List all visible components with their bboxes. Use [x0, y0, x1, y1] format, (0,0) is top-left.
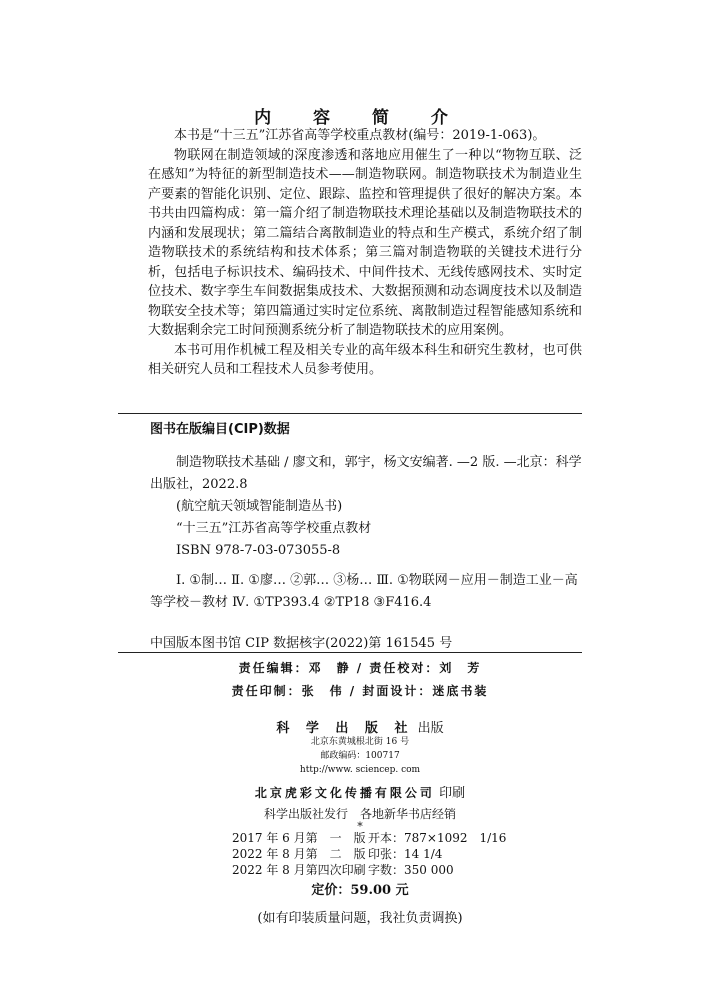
staff-line-production: 责任印制：张 伟 / 封面设计：迷底书装	[231, 684, 489, 698]
edition-date: 2022 年 8 月第四次印刷	[232, 863, 366, 877]
publisher-url: http://www. sciencep. com	[299, 765, 421, 775]
publisher-line	[0, 717, 720, 736]
cip-bibliographic-line: 制造物联技术基础 / 廖文和，郭宇，杨文安编著. —2 版. —北京：科学出版社，2022.8	[150, 455, 582, 492]
staff-line-editors: 责任编辑：邓 静 / 责任校对：刘 芳	[238, 661, 482, 675]
price: 定价：59.00 元	[311, 883, 409, 898]
edition-row	[232, 830, 506, 846]
page-title: 内 容 简 介	[254, 108, 466, 128]
cip-series-line: (航空航天领域智能制造丛书)	[176, 499, 343, 514]
edition-row	[232, 846, 506, 862]
edition-spec: 印张：14 1/4	[368, 847, 443, 861]
cip-isbn-line: ISBN 978-7-03-073055-8	[176, 543, 341, 558]
edition-spec: 开本：787×1092 1/16	[368, 831, 507, 845]
publisher-postcode: 邮政编码：100717	[320, 751, 400, 761]
summary-paragraph: 本书可用作机械工程及相关专业的高年级本科生和研究生教材，也可供相关研究人员和工程技术人员参考使用。	[148, 342, 582, 377]
edition-date: 2017 年 6 月第 一 版	[232, 831, 366, 845]
summary-paragraph: 本书是“十三五”江苏省高等学校重点教材(编号：2019-1-063)。	[174, 128, 546, 143]
printer-suffix: 印刷	[439, 786, 466, 801]
cip-data-number: 中国版本图书馆 CIP 数据核字(2022)第 161545 号	[150, 636, 453, 651]
publisher-suffix: 出版	[417, 721, 444, 736]
cip-subject-line: Ⅰ. ①制… Ⅱ. ①廖… ②郭… ③杨… Ⅲ. ①物联网－应用－制造工业－高等学校－教材 Ⅳ. ①TP393.4 ②TP18 ③F416.4	[150, 573, 578, 610]
summary-paragraph: 物联网在制造领域的深度渗透和落地应用催生了一种以“物物互联、泛在感知”为特征的新型制造技术——制造物联网。制造物联技术为制造业生产要素的智能化识别、定位、跟踪、监控和管理提供了很好的解决方案。本书共由四篇构成：第一篇介绍了制造物联技术理论基础以及制造物联技术的内涵和发展现状；第二篇结合离散制造业的特点和生产模式，系统介绍了制造物联技术的系统结构和技术体系；第三篇对制造物联的关键技术进行分析，包括电子标识技术、编码技术、中间件技术、无线传感网技术、实时定位技术、数字孪生车间数据集成技术、大数据预测和动态调度技术以及制造物联安全技术等；第四篇通过实时定位系统、离散制造过程智能感知系统和大数据剩余完工时间预测系统分析了制造物联技术的应用案例。	[148, 147, 582, 338]
edition-date: 2022 年 8 月第 二 版	[232, 847, 366, 861]
printer-name: 北京虎彩文化传播有限公司	[254, 786, 435, 800]
summary-section	[148, 126, 582, 380]
cip-textbook-line: “十三五”江苏省高等学校重点教材	[176, 521, 372, 536]
cip-heading: 图书在版编目(CIP)数据	[150, 422, 290, 437]
cip-record	[150, 452, 590, 614]
separator-star: *	[357, 820, 363, 833]
edition-table	[232, 830, 506, 878]
divider	[118, 652, 582, 653]
divider	[118, 413, 582, 414]
edition-row	[232, 862, 506, 878]
distribution-line: 科学出版社发行 各地新华书店经销	[263, 807, 456, 821]
publisher-address: 北京东黄城根北街 16 号	[310, 737, 410, 747]
quality-note: (如有印装质量问题，我社负责调换)	[257, 911, 463, 926]
edition-spec: 字数：350 000	[368, 863, 454, 877]
printer-line	[0, 782, 720, 801]
publisher-name: 科 学 出 版 社	[276, 721, 414, 736]
